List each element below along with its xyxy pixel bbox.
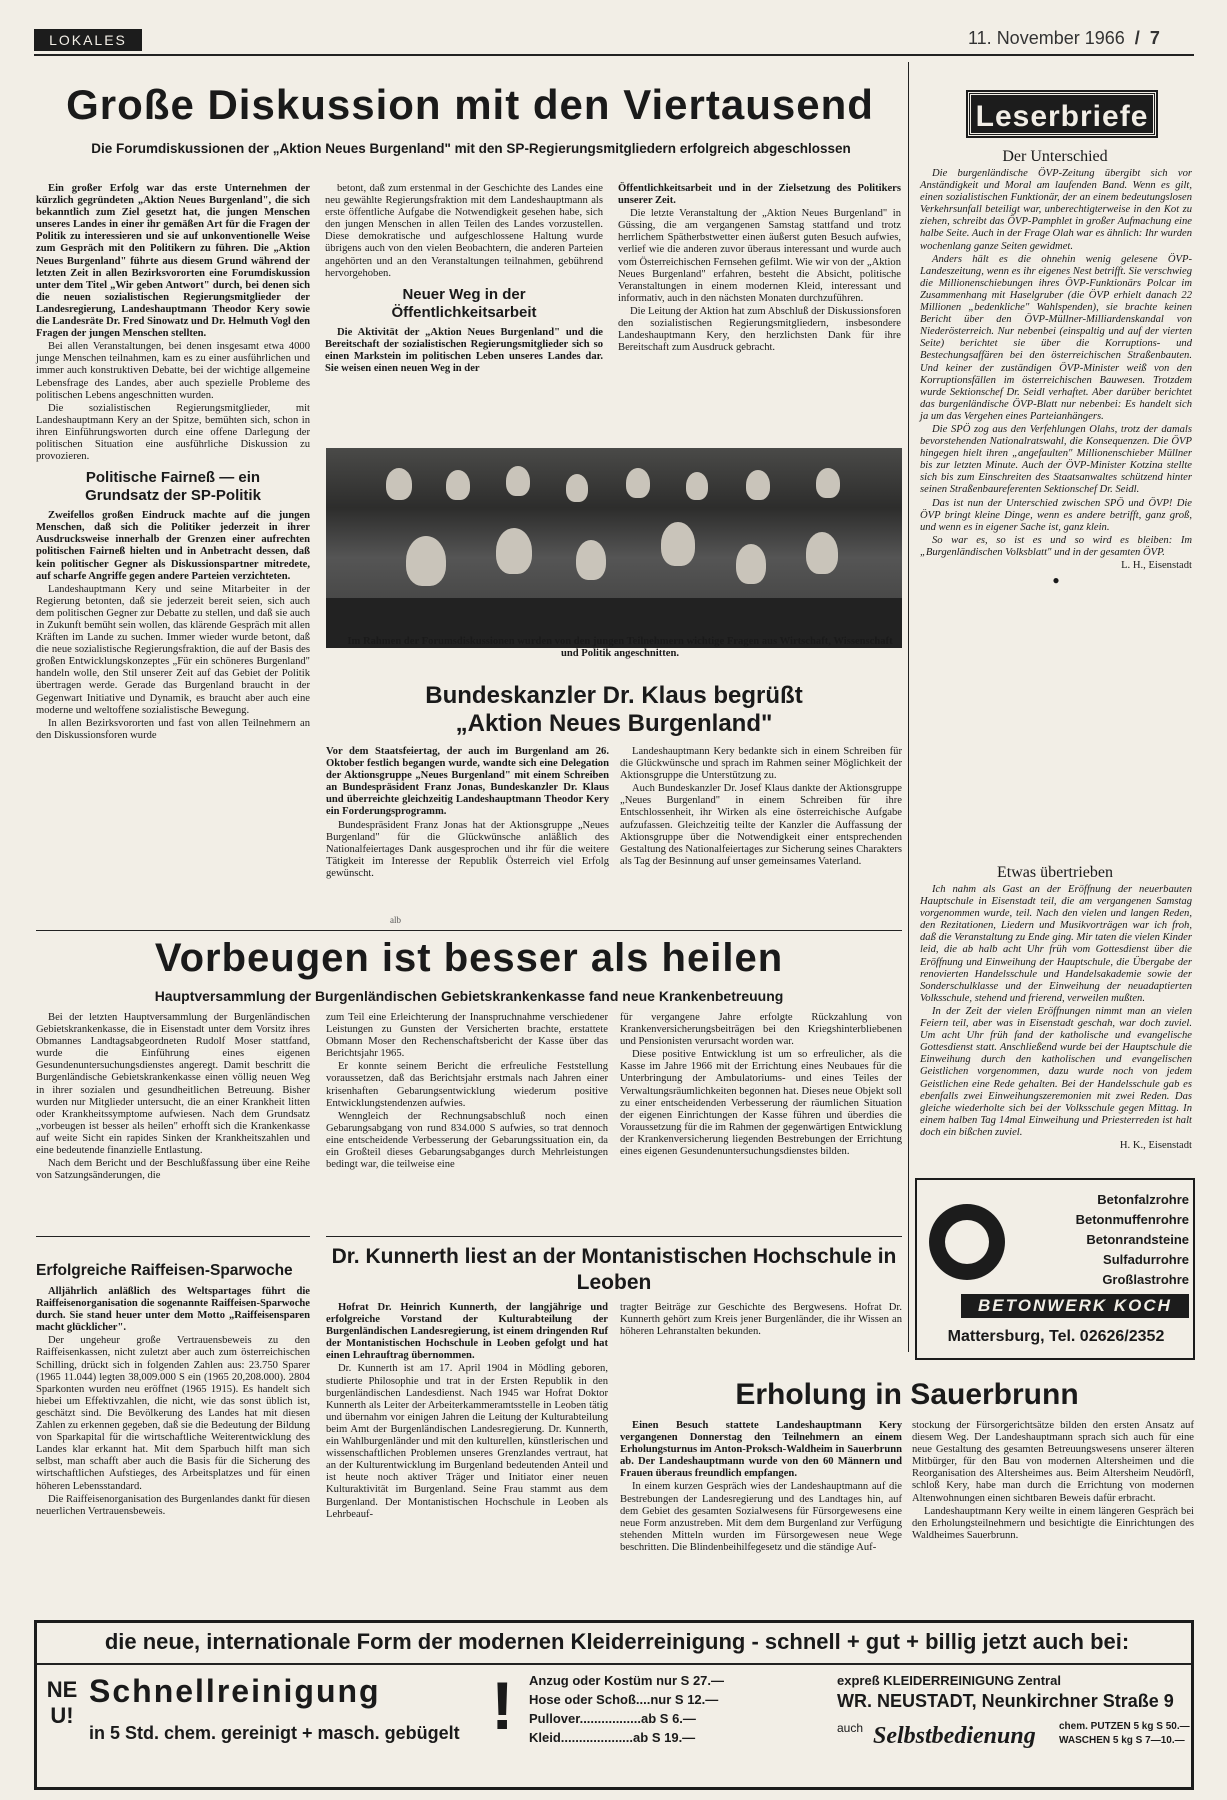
paragraph: Die letzte Veranstaltung der „Aktion Neues Burgenland" in Güssing, die am vergangenen Samstag stattfand und trotz herrlichem Spätherbstwetter einen äußerst guten Besuch aufwies, verlief wie die anderen zuvor überaus interessant und wurde auch vom Österreichischen Fernsehen gefilmt. Wie wir von der „Aktion Neues Burgenland" erfahren, besteht die Absicht, politische Veranstaltungen in einem modernen Kleid, interessant und informativ, auch in den nächsten Monaten durchzuführen. [618, 208, 901, 304]
ad-chem: chem. PUTZEN 5 kg S 50.— [1059, 1721, 1190, 1732]
raiffeisen-body [36, 1286, 310, 1519]
author-sign: alb [390, 915, 401, 925]
letter-signature: H. K., Eisenstadt [1119, 1139, 1192, 1151]
paragraph: für vergangene Jahre erfolgte Rückzahlung von Krankenversicherungsbeiträgen bei den Kriegshinterbliebenen und Pensionisten verursacht worden war. [620, 1012, 902, 1048]
letter-title: Der Unterschied [1002, 148, 1108, 165]
subheading: Politische Fairneß — ein Grundsatz der SP-Politik [85, 469, 261, 505]
photo-caption: Im Rahmen der Forumsdiskussionen wurden von den jungen Teilnehmern wichtige Fragen aus Wirtschaft, Wissenschaft und Politik angeschnitten. [347, 636, 893, 659]
vorbeugen-col-2 [326, 1012, 608, 1172]
subheading: Neuer Weg in der Öffentlichkeitsarbeit [391, 285, 537, 321]
ad-item: Betonfalzrohre [1097, 1192, 1189, 1207]
paragraph: Öffentlichkeitsarbeit und in der Zielsetzung des Politikers unserer Zeit. [618, 183, 901, 207]
main-subheadline: Die Forumdiskussionen der „Aktion Neues Burgenland" mit den SP-Regierungsmitgliedern erfolgreich abgeschlossen [91, 141, 851, 156]
section-label: LOKALES [34, 29, 142, 51]
main-col-2 [325, 183, 603, 376]
paragraph: Landeshauptmann Kery weilte in einem längeren Gespräch bei den Erholungsteilnehmern und besichtigte die Einrichtungen des Waldheimes Sauerbrunn. [912, 1505, 1194, 1541]
leserbriefe-banner: Leserbriefe [968, 92, 1156, 136]
price-row: Anzug oder Kostüm nur S 27.— [529, 1673, 725, 1688]
ad-wasch: WASCHEN 5 kg S 7—10.— [1059, 1735, 1185, 1746]
paragraph: Bei allen Veranstaltungen, bei denen insgesamt etwa 4000 junge Menschen teilnahmen, kam es zu einer ausführlichen und immer auch konstruktiven Debatte, bei der wichtige allgemeine Lebensfrage des Landes, aber auch spezielle Probleme des politischen Lebens angeschnitten wurden. [36, 341, 310, 401]
paragraph: Die Leitung der Aktion hat zum Abschluß der Diskussionsforen den sozialistischen Regierungsmitgliedern, insbesondere Landeshauptmann Kery, den herzlichsten Dank für ihre Bereitschaft zum Ausdruck gebracht. [618, 305, 901, 354]
paragraph: Die burgenländische ÖVP-Zeitung übergibt sich vor Anständigkeit und Moral am laufenden Band. Wenn es gilt, einen sozialistischen Funktionär, der an einem bedeutungslosen Verkehrsunfall beteiligt war, unberechtigterweise in den Kot zu ziehen, schreibt das ÖVP-Pamphlet in großer Aufmachung eine halbe Seite. Auch in der Frage Olah war es ähnlich: Ihr wurden wochenlang ganze Seiten gewidmet. [920, 168, 1192, 252]
paragraph: Die Raiffeisenorganisation des Burgenlandes dankt für diesen neuerlichen Vertrauensbeweis. [36, 1493, 310, 1517]
letter-signature: L. H., Eisenstadt [1121, 560, 1192, 571]
main-col-1 [36, 183, 310, 743]
betonwerk-contact: Mattersburg, Tel. 02626/2352 [947, 1328, 1165, 1345]
price-row: Pullover.................ab S 6.— [529, 1711, 696, 1726]
paragraph: Wenngleich der Rechnungsabschluß noch einen Gebarungsabgang von rund 834.000 S aufwies, so trat dennoch eine entscheidende Verbesserung der Gebarungssituation ein, da ein Großteil dieses Gebarungsabganges durch Mehrleistungen bedingt war, die teilweise eine [326, 1110, 608, 1171]
ad-brand: Schnellreinigung [89, 1673, 381, 1709]
paragraph: Die Aktivität der „Aktion Neues Burgenland" und die Bereitschaft der sozialistischen Regierungsmitglieder sich so einen Markstein im politischen Leben unseres Landes dar. Sie weisen einen neuen Weg in der [325, 326, 603, 375]
vorbeugen-headline: Vorbeugen ist besser als heilen [154, 936, 784, 980]
klaus-headline: Bundeskanzler Dr. Klaus begrüßt [425, 682, 803, 709]
kunnerth-headline: Dr. Kunnerth liest an der Montanistischen Hochschule in Leoben [331, 1245, 897, 1294]
paragraph: betont, daß zum erstenmal in der Geschichte des Landes eine neu gewählte Regierungsfraktion mit dem Landeshauptmann als erste öffentliche Aufgabe die Notwendigkeit gesehen habe, sich den jungen Menschen in allen Teilen des Landes vorzustellen. Diese demokratische und aufgeschlossene Haltung wurde übrigens auch von den vielen Beobachtern, die anderen Parteien angehörten und an den Veranstaltungen teilnahmen, gebührend hervorgehoben. [325, 183, 603, 279]
paragraph: In der Zeit der vielen Eröffnungen nimmt man an vielen Feiern teil, aber was in Eisenstadt geschah, war doch zuviel. Um acht Uhr früh fand der katholische und evangelische Gottesdienst statt. Anschließend wurde bei der Hauptschule die Einweihung durch den katholischen und evangelischen Geistlichen vorgenommen, dazu wurde noch von jedem Geistlichen eine Rede gehalten. Bei der Handelsschule gab es ebenfalls zwei Einweihungszeremonien mit zwei Reden. Das gleiche wiederholte sich bei der Volksschule gegen Mittag. In einem halben Tag 14mal Einweihung und Priesterreden ist halt doch ein bißchen zuviel. [920, 1005, 1192, 1138]
paragraph: zum Teil eine Erleichterung der Inanspruchnahme verschiedener Leistungen zu Gunsten der Versicherten brachte, erstattete Obmann Moser den Rechenschaftsbericht der Kasse über das Berichtsjahr 1965. [326, 1012, 608, 1060]
paragraph: In einem kurzen Gespräch wies der Landeshauptmann auf die Bestrebungen der Landesregierung und des Landtages hin, auf dem Gebiet des gesamten Sozialwesens für Fürsorgewesens eine neue Form anzustreben. Mit dem dem Burgenland zur Verfügung stehenden Mitteln wurden im Fürsorgewesen neue Wege beschritten. Die Blindenbeihilfegesetz und die ständige Auf- [620, 1481, 902, 1553]
paragraph: Nach dem Bericht und der Beschlußfassung über eine Reihe von Satzungsänderungen, die [36, 1158, 310, 1182]
betonwerk-ad [915, 1178, 1195, 1360]
issue-date: 11. November 1966 / 7 [968, 28, 1160, 48]
paragraph: Er konnte seinem Bericht die erfreuliche Feststellung voraussetzen, daß das Berichtsjahr erstmals nach Jahren einer krisenhaften Gebarungsentwicklung wiederum positive Entwicklungstendenzen aufwies. [326, 1061, 608, 1109]
kunnerth-col-2 [620, 1302, 902, 1339]
klaus-col-2 [620, 746, 902, 869]
main-col-3 [618, 183, 901, 355]
vorbeugen-subheadline: Hauptversammlung der Burgenländischen Gebietskrankenkasse fand neue Krankenbetreuung [154, 988, 784, 1004]
klaus-col-1 [326, 746, 609, 881]
paragraph: stockung der Fürsorgerichtsätze bilden den ersten Ansatz auf diesem Weg. Der Landeshauptmann sprach sich auch für eine neue Gestaltung des gesamten Betreuungswesens unserer älteren Mitbürger, für den Bau von modernen Altersheimen und die Reorganisation des Altersheimes aus. Beim Altersheim Neudörfl, schloß Kery, habe man durch die Errichtung von modernen Altenwohnungen einen sichtbaren Beweis dafür erbracht. [912, 1420, 1194, 1504]
paragraph: Einen Besuch stattete Landeshauptmann Kery vergangenen Donnerstag den Teilnehmern an einem Erholungsturnus im Anton-Proksch-Waldheim in Sauerbrunn ab. Der Landeshauptmann wurde von den 60 Männern und Frauen überaus freundlich empfangen. [620, 1420, 902, 1480]
paragraph: Das ist nun der Unterschied zwischen SPÖ und ÖVP! Die ÖVP bringt kleine Dinge, wenn es andere betrifft, ganz groß, und wenn es in eigener Sache ist, ganz klein. [920, 497, 1192, 533]
paragraph: Landeshauptmann Kery bedankte sich in einem Schreiben für die Glückwünsche und sprach im Rahmen seiner Möglichkeit der Aktionsgruppe die Unterstützung zu. [620, 746, 902, 782]
paragraph: In allen Bezirksvororten und fast von allen Teilnehmern an den Diskussionsforen wurde [36, 717, 310, 741]
ad-auch: auch [837, 1721, 864, 1735]
cleaning-ad [34, 1620, 1194, 1790]
ad-neu: NEU! [46, 1677, 78, 1728]
ad-item: Betonrandsteine [1086, 1232, 1189, 1247]
paragraph: Die sozialistischen Regierungsmitglieder, mit Landeshauptmann Kery an der Spitze, bemühten sich, schon in ihren Einführungsworten durch eine offene Darlegung der politischen Situation eine ausführliche Diskussion zu provozieren. [36, 402, 310, 463]
paragraph: Der ungeheur große Vertrauensbeweis zu den Raiffeisenkassen, nicht zuletzt aber auch zum österreichischen Schilling, drückt sich in folgenden Zahlen aus: 23.750 Sparer (1965 11.044) legten 38,009.000 S ein (1965 20,208.000). 2804 Sparkonten wurden neu eröffnet (1965 1915). Es handelt sich hiebei um Effektivzahlen, die nicht, wie das sonst üblich ist, geschätzt sind. Die Bevölkerung des Landes hat mit diesen Zahlen zu erkennen gegeben, daß sie die Bedeutung der Bildung von Sparkapital für die wirtschaftliche Weiterentwicklung des Landes klar erkannt hat. Mit dem Sparbuch hilft man sich selbst, man schafft aber auch die Basis für die Sicherung des wirtschaftlichen Aufstieges, des Arbeitsplatzes und für einen höheren Lebensstandard. [36, 1335, 310, 1492]
paragraph: Hofrat Dr. Heinrich Kunnerth, der langjährige und erfolgreiche Vorstand der Kulturabteilung der Burgenländischen Landesregierung, ist einem dringenden Ruf der Montanistischen Hochschule in Leoben gefolgt und hat einen Lehrauftrag übernommen. [326, 1302, 608, 1362]
erholung-col-1 [620, 1420, 902, 1555]
paragraph: Bei der letzten Hauptversammlung der Burgenländischen Gebietskrankenkasse, die in Eisenstadt unter dem Vorsitz ihres Obmannes Landtagsabgeordneten Rudolf Moser stattfand, wurde die Einführung eines eigenen Gesundenuntersuchungsdienstes angeregt. Damit beschritt die Burgenländische Gebietskrankenkasse einen völlig neuen Weg in ihrer sozialen und gesundheitlichen Betreuung. Bisher wurden nur Mitglieder untersucht, die an einer Krankheit litten oder Krankheitssymptome aufwiesen. Nach dem Grundsatz „vorbeugen ist besser als heilen" erhofft sich die Krankenkasse auf weite Sicht ein rapides Sinken der Krankheitszahlen und eine bedeutende finanzielle Entlastung. [36, 1012, 310, 1157]
erholung-headline: Erholung in Sauerbrunn [735, 1378, 1079, 1411]
paragraph: Ich nahm als Gast an der Eröffnung der neuerbauten Hauptschule in Eisenstadt teil, die am vergangenen Samstag vorgenommen wurde, teil. Nach den vielen und langen Reden, den Rezitationen, Liedern und Musikvorträgen war ich froh, daß die Veranstaltung zu Ende ging. Mir taten die vielen Kinder leid, die ab halb acht Uhr früh vom Gottesdienst über die Eröffnung und Einweihung der Hauptschule, die Übergabe der renovierten Handelsschule und Handelsakademie sowie der Sonderschulklasse und der Einweihung der neuadaptierten Volksschule, stehend und frierend, verweilen mußten. [920, 884, 1192, 1004]
header-rule [34, 54, 1194, 56]
ad-address: WR. NEUSTADT, Neunkirchner Straße 9 [837, 1691, 1174, 1711]
ad-prices [529, 1671, 769, 1747]
letter-1: Die burgenländische ÖVP-Zeitung übergibt sich vor Anständigkeit und Moral am laufenden Band. Wenn es gilt, einen sozialistischen Funktionär, der an einem bedeutungslosen Verkehrsunfall beteiligt war, unberechtigterweise in den Kot zu ziehen, schreibt das ÖVP-Pamphlet in großer Aufmachung eine halbe Seite. Auch in der Frage Olah war es ähnlich: Ihr wurden wochenlang ganze Seiten gewidmet. Anders hält es die ohnehin wenig gelesene ÖVP-Landeszeitung, wenn es ihr eigenes Nest betrifft. Sie verschwieg die Millionenschiebungen ihres ÖVP-Funktionärs Polcar im Zusammenhang mit Haselgruber (die ÖVP erhielt danach 22 Millionen „bedenkliche" Wahlspenden), sie brachte keinen Bericht über den ÖVP-Müllner-Milliardenskandal von Niederösterreich. Nur nebenbei (einspaltig und auf der vierten Seite) berichtet sie über die Korruptions- und Bestechungsaffären bei den österreichischen Straßenbauten. Und keiner der zuständigen ÖVP-Minister weiß von den Korruptionsfällen im österreichischen Bauwesen. Trotzdem wurde Sektionschef Dr. Seidl verhaftet. Aber darüber berichtet das burgenländische ÖVP-Blatt nur nebenbei: Es handelt sich ja um das Vergehen eines Parteianhängers. Die SPÖ zog aus den Verfehlungen Olahs, trotz der damals bevorstehenden Nationalratswahl, die Konsequenzen. Die ÖVP hingegen hielt ihren „angefaulten" Millionenschieber Müllner bis zur letzten Minute. Auch der ÖVP-Minister Kotzina stellte sich bis zum Einschreiten des Staatsanwaltes schützend hinter seinen Straßenbaureferenten Sektionschef Dr. Seidl. Das ist nun der Unterschied zwischen SPÖ und ÖVP! Die ÖVP bringt kleine Dinge, wenn es andere betrifft, ganz groß, und wenn es in eigener Sache ist, ganz klein. So war es, so ist es und so wird es bleiben: Im „Burgenländischen Volksblatt" und in der gesamten ÖVP. L. H., Eisenstadt ● [920, 168, 1192, 587]
paragraph: Anders hält es die ohnehin wenig gelesene ÖVP-Landeszeitung, wenn es ihr eigenes Nest betrifft. Sie verschwieg die Millionenschiebungen ihres ÖVP-Funktionärs Polcar im Zusammenhang mit Haselgruber (die ÖVP erhielt danach 22 Millionen „bedenkliche" Wahlspenden), sie brachte keinen Bericht über den ÖVP-Müllner-Milliardenskandal von Niederösterreich. Nur nebenbei (einspaltig und auf der vierten Seite) berichtet sie über die Korruptions- und Bestechungsaffären bei den österreichischen Straßenbauten. Und keiner der zuständigen ÖVP-Minister weiß von den Korruptionsfällen im österreichischen Bauwesen. Trotzdem wurde Sektionschef Dr. Seidl verhaftet. Aber darüber berichtet das burgenländische ÖVP-Blatt nur nebenbei: Es handelt sich ja um das Vergehen eines Parteianhängers. [920, 253, 1192, 422]
ad-tagline: die neue, internationale Form der modernen Kleiderreinigung - schnell + gut + billig jetzt auch bei: [104, 1629, 1130, 1654]
audience-photo [326, 448, 902, 648]
price-row: Hose oder Schoß....nur S 12.— [529, 1692, 719, 1707]
ad-item: Großlastrohre [1102, 1272, 1189, 1287]
price-row: Kleid....................ab S 19.— [529, 1730, 696, 1745]
paragraph: So war es, so ist es und so wird es bleiben: Im „Burgenländischen Volksblatt" und in der gesamten ÖVP. [920, 534, 1192, 558]
ad-item: Betonmuffenrohre [1075, 1212, 1189, 1227]
ad-sub: in 5 Std. chem. gereinigt + masch. gebügelt [89, 1723, 460, 1743]
paragraph: Vor dem Staatsfeiertag, der auch im Burgenland am 26. Oktober festlich begangen wurde, wandte sich eine Delegation der Aktionsgruppe „Neues Burgenland" mit einem Schreiben an Bundespräsident Franz Jonas, Bundeskanzler Dr. Klaus und überreichte gleichzeitig Landeshauptmann Theodor Kery ein Forderungsprogramm. [326, 746, 609, 818]
paragraph: Die SPÖ zog aus den Verfehlungen Olahs, trotz der damals bevorstehenden Nationalratswahl, die Konsequenzen. Die ÖVP hingegen hielt ihren „angefaulten" Millionenschieber Müllner bis zur letzten Minute. Auch der ÖVP-Minister Kotzina stellte sich bis zum Einschreiten des Staatsanwaltes schützend hinter seinen Straßenbaureferenten Sektionschef Dr. Seidl. [920, 423, 1192, 496]
paragraph: Auch Bundeskanzler Dr. Josef Klaus dankte der Aktionsgruppe „Neues Burgenland" in einem Schreiben für ihre Entschlossenheit, ihr Wirken als eine österreichische Aufgabe aufzufassen. Gleichzeitig teilte der Kanzler die Auffassung der Aktionsgruppe über die Notwendigkeit einer entsprechenden Gestaltung des Nationalfeiertages zur Sicherung seines Charakters als Tag der Besinnung auf unser gemeinsames Vaterland. [620, 783, 902, 867]
ad-exclaim: ! [491, 1668, 514, 1744]
paragraph: Dr. Kunnerth ist am 17. April 1904 in Mödling geboren, studierte Philosophie und trat in der Ersten Republik in den burgenländischen Landesdienst. Nach 1945 war Hofrat Doktor Kunnerth als Leiter der Arbeiterkammeramtsstelle in Leoben tätig und übernahm vor einigen Jahren die Leitung der Kulturabteilung beim Amt der Burgenländischen Landesregierung. Dr. Kunnerth, ein Wahlburgenländer und mit den kulturellen, künstlerischen und wissenschaftlichen Problemen unseres Grenzlandes vertraut, hat an der Kulturentwicklung im Burgenland bedeutenden Anteil und ist heute noch aktiver Träger und Initiator einer neuen Kulturaktivität im Burgenland. Seine Frau stammt aus dem Burgenland. Der Montanistischen Hochschule in Leoben als Lehrbeauf- [326, 1363, 608, 1520]
paragraph: Ein großer Erfolg war das erste Unternehmen der kürzlich gegründeten „Aktion Neues Burgenland", die sich bekanntlich zum Ziel gesetzt hat, die jungen Menschen unseres Landes in einer ihr gemäßen Art für die Fragen der Politik zu interessieren und sie auf unkonventionelle Weise zum Gespräch mit den Politikern zu führen. Die „Aktion Neues Burgenland" führte aus diesem Grund während der letzten Zeit in allen Bezirksvororten eine Forumdiskussion unter dem Titel „Wir geben Antwort" durch, bei denen sich die neuen sozialistischen Regierungsmitglieder der Landesregierung, Landeshauptmann Theodor Kery sowie die Landesräte Dr. Fred Sinowatz und Dr. Helmuth Vogl den Fragen der jungen Menschen stellten. [36, 183, 310, 340]
vorbeugen-col-1 [36, 1012, 310, 1183]
ad-express: expreß KLEIDERREINIGUNG Zentral [837, 1673, 1061, 1688]
klaus-headline-2: „Aktion Neues Burgenland" [455, 710, 773, 737]
kunnerth-col-1 [326, 1302, 608, 1522]
main-headline: Große Diskussion mit den Viertausend [66, 81, 874, 128]
paragraph: tragter Beiträge zur Geschichte des Bergwesens. Hofrat Dr. Kunnerth gehört zum Kreis jener Burgenländer, die ihr Wissen an höheren Lehranstalten bekunden. [620, 1302, 902, 1338]
paragraph: Alljährlich anläßlich des Weltspartages führt die Raiffeisenorganisation die sogenannte Raiffeisen-Sparwoche durch. Sie stand heuer unter dem Motto „Raiffeisensparen macht glücklicher". [36, 1286, 310, 1334]
letter-2 [920, 884, 1192, 1151]
paragraph: Bundespräsident Franz Jonas hat der Aktionsgruppe „Neues Burgenland" für die Glückwünsche anläßlich des Nationalfeiertages Dank ausgesprochen und ihr für die weitere Tätigkeit im Interesse der Republik Österreich viel Erfolg gewünscht. [326, 819, 609, 879]
erholung-col-2 [912, 1420, 1194, 1543]
paragraph: Diese positive Entwicklung ist um so erfreulicher, als die Kasse im Jahre 1966 mit der Errichtung eines Neubaues für die Unterbringung der Ambulatoriums- und eines Teiles der Verwaltungsräumlichkeiten begonnen hat. Dieses neue Objekt soll zu einer entscheidenden Verbesserung der räumlichen Situation der eigenen Einrichtungen der Kasse führen und überdies die Voraussetzung für die im Rahmen der gegenwärtigen Entwicklung der Krankenversicherung liegenden Bestrebungen der Errichtung eines eigenen Gesundenuntersuchungsdienstes bilden. [620, 1049, 902, 1158]
betonwerk-brand: BETONWERK KOCH [961, 1294, 1189, 1318]
vorbeugen-col-3 [620, 1012, 902, 1159]
paragraph: Landeshauptmann Kery und seine Mitarbeiter in der Regierung betonten, daß sie jederzeit bereit seien, sich auch dem politischen Gegner zur Debatte zu stellen, und daß sie auch in Zukunft bemüht sein wollen, das klärende Gespräch mit allen Kräften im Lande zu suchen. Immer wieder wurde betont, daß die neue sozialistische Regierungsfraktion, die auf der Basis des großen Entwicklungskonzeptes „Für ein schöneres Burgenland" handeln wolle, den Stil unserer Zeit auf das Gebiet der Politik übertragen werde. Gerade das Burgenland braucht in der Gegenwart Initiative und Dynamik, es braucht aber auch eine moderne und weltoffene sozialistische Bewegung. [36, 583, 310, 716]
ad-selbst: Selbstbedienung [873, 1723, 1036, 1749]
paragraph: Zweifellos großen Eindruck machte auf die jungen Menschen, daß sich die Politiker jederzeit in ihrer Ausdrucksweise innerhalb der Grenzen einer aufrechten politischen Fairneß hielten und in Anbetracht dessen, daß kein politischer Gegner als Diskussionspartner mitredete, auf scharfe Angriffe gegen andere Parteien verzichteten. [36, 510, 310, 582]
ad-item: Sulfadurrohre [1103, 1252, 1189, 1267]
raiffeisen-headline: Erfolgreiche Raiffeisen-Sparwoche [36, 1262, 293, 1279]
letter-title: Etwas übertrieben [997, 864, 1113, 881]
